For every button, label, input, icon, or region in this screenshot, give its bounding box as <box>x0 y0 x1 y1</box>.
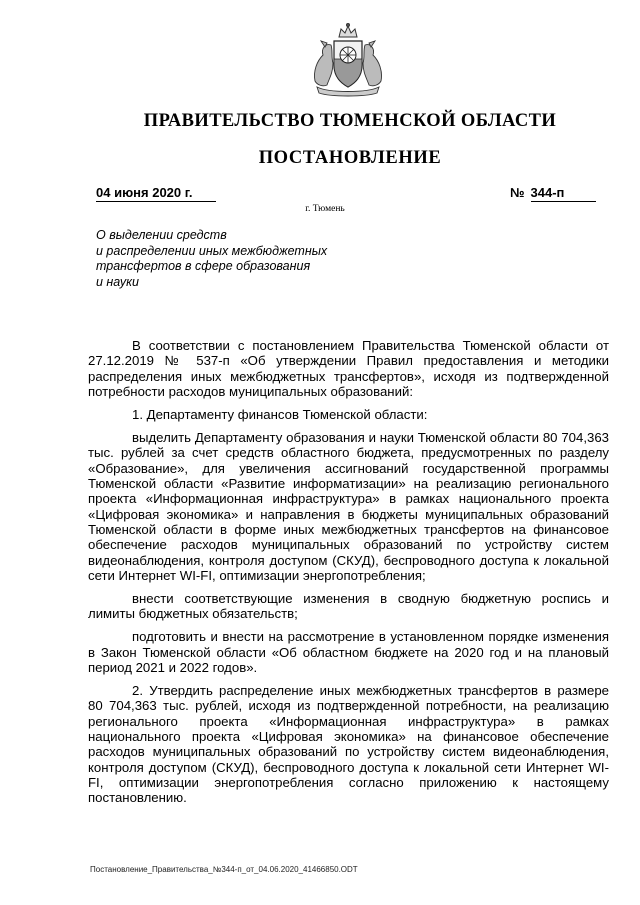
subject-line: О выделении средств <box>96 228 227 242</box>
document-body <box>88 338 609 813</box>
document-date: 04 июня 2020 г. <box>96 185 216 202</box>
document-number <box>510 185 605 202</box>
body-paragraph: подготовить и внести на рассмотрение в установленном порядке изменения в Закон Тюменской области «Об областном бюджете на 2020 год и на плановый период 2021 и 2022 годов». <box>88 629 609 675</box>
document-type-title: ПОСТАНОВЛЕНИЕ <box>258 148 442 168</box>
body-paragraph: внести соответствующие изменения в сводную бюджетную роспись и лимиты бюджетных обязательств; <box>88 590 609 622</box>
government-title: ПРАВИТЕЛЬСТВО ТЮМЕНСКОЙ ОБЛАСТИ <box>143 111 557 131</box>
body-paragraph: 2. Утвердить распределение иных межбюджетных трансфертов в размере 80 704,363 тыс. рублей, исходя из подтвержденной потребности, на реализацию регионального проекта «Информационная инфраструктура» в рамках национального проекта «Цифровая экономика» на финансовое обеспечение расходов муниципальных образований по устройству систем видеонаблюдения, контроля доступом (СКУД), беспроводного доступа к локальной сети Интернет WI-FI, оптимизации энергопотребления согласно приложению к настоящему постановлению. <box>88 682 609 806</box>
city-label: г. Тюмень <box>305 204 345 214</box>
coat-of-arms-emblem <box>309 21 387 97</box>
number-value: 344-п <box>531 185 596 202</box>
subject-line: и науки <box>96 274 139 289</box>
body-paragraph: выделить Департаменту образования и науки Тюменской области 80 704,363 тыс. рублей за счет средств областного бюджета, предусмотренных по разделу «Образование», для увеличения ассигнований государственной программы Тюменской области «Развитие информатизации» на реализацию регионального проекта «Информационная инфраструктура» в рамках национального проекта «Цифровая экономика» и направления в бюджеты муниципальных образований Тюменской области в форме иных межбюджетных трансфертов на финансовое обеспечение расходов муниципальных образований по устройству систем видеонаблюдения, контроля доступом (СКУД), беспроводного доступа к локальной сети Интернет WI-FI, оптимизации энергопотребления; <box>88 429 609 583</box>
body-paragraph: 1. Департаменту финансов Тюменской области: <box>132 406 428 422</box>
number-sign: № <box>510 185 525 200</box>
subject-line: и распределении иных межбюджетных <box>96 243 328 258</box>
document-subject <box>96 228 416 290</box>
footer-filename: Постановление_Правительства_№344-п_от_04.06.2020_41466850.ODT <box>90 865 358 874</box>
subject-line: трансфертов в сфере образования <box>96 259 311 273</box>
body-paragraph: В соответствии с постановлением Правительства Тюменской области от 27.12.2019 № 537-п «Об утверждении Правил предоставления и методики распределения иных межбюджетных трансфертов», исходя из подтвержденной потребности расходов муниципальных образований: <box>88 338 609 400</box>
